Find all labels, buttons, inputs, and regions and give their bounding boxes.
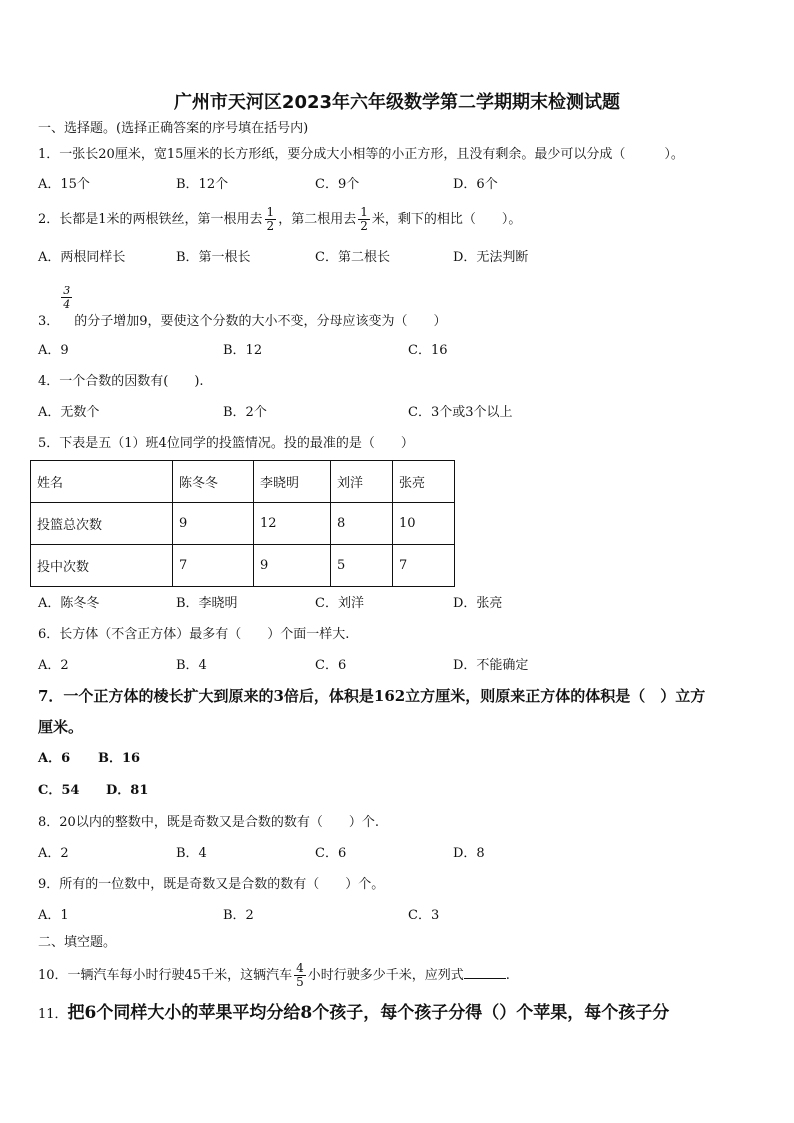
q5-option-a: A．陈冬冬 bbox=[38, 596, 100, 611]
table-cell: 陈冬冬 bbox=[173, 461, 254, 503]
q4-option-c: C．3个或3个以上 bbox=[408, 405, 513, 420]
q1-option-b: B．12个 bbox=[176, 177, 229, 192]
table-row bbox=[31, 461, 455, 503]
q2-text-post: 米，剩下的相比（ ）。 bbox=[371, 212, 522, 227]
q3-text: 的分子增加9，要使这个分数的大小不变，分母应该变为（ ） bbox=[74, 314, 447, 329]
table-cell: 投篮总次数 bbox=[31, 503, 173, 545]
q10-text-end: . bbox=[505, 968, 510, 983]
q2-frac2-numerator: 1 bbox=[360, 205, 368, 219]
q2-frac2-denominator: 2 bbox=[360, 219, 368, 233]
q2-frac1-numerator: 1 bbox=[266, 205, 275, 219]
q6-option-d: D．不能确定 bbox=[453, 658, 529, 673]
q5-option-d: D．张亮 bbox=[453, 596, 503, 611]
table-row bbox=[31, 545, 455, 587]
q10-answer-blank[interactable] bbox=[464, 966, 506, 979]
table-cell: 12 bbox=[254, 503, 331, 545]
table-cell: 9 bbox=[173, 503, 254, 545]
question-2 bbox=[38, 206, 521, 233]
q5-option-c: C．刘洋 bbox=[315, 596, 364, 611]
q9-option-b: B．2 bbox=[223, 908, 254, 923]
q8-option-c: C．6 bbox=[315, 846, 347, 861]
q10-frac-numerator: 4 bbox=[296, 961, 304, 975]
q4-option-b: B．2个 bbox=[223, 405, 267, 420]
q8-option-d: D．8 bbox=[453, 846, 485, 861]
q3-frac-numerator: 3 bbox=[63, 284, 71, 297]
table-cell: 7 bbox=[393, 545, 455, 587]
q11-text: 把6个同样大小的苹果平均分给8个孩子，每个孩子分得（）个苹果，每个孩子分 bbox=[67, 1003, 670, 1023]
q6-option-b: B．4 bbox=[176, 658, 207, 673]
q7-option-c: C．54 bbox=[38, 783, 80, 798]
q10-text-post: 小时行驶多少千米，应列式 bbox=[307, 968, 464, 983]
question-10 bbox=[38, 962, 510, 989]
q5-option-b: B．李晓明 bbox=[176, 596, 238, 611]
q2-option-d: D．无法判断 bbox=[453, 250, 529, 265]
question-1: 1．一张长20厘米，宽15厘米的长方形纸，要分成大小相等的小正方形，且没有剩余。最少可以分成（ ）。 bbox=[38, 147, 684, 162]
section-heading-choice: 一、选择题。(选择正确答案的序号填在括号内) bbox=[38, 121, 309, 136]
question-7-line-2: 厘米。 bbox=[38, 718, 84, 736]
q2-fraction-2 bbox=[358, 206, 370, 233]
q2-text-pre: 2．长都是1米的两根铁丝，第一根用去 bbox=[38, 212, 263, 227]
q7-option-d: D．81 bbox=[106, 783, 149, 798]
table-cell: 张亮 bbox=[393, 461, 455, 503]
q3-fraction bbox=[61, 284, 72, 311]
q8-option-b: B．4 bbox=[176, 846, 207, 861]
question-5: 5．下表是五（1）班4位同学的投篮情况。投的最准的是（ ） bbox=[38, 436, 414, 451]
table-cell: 刘洋 bbox=[331, 461, 393, 503]
q9-option-c: C．3 bbox=[408, 908, 440, 923]
table-row bbox=[31, 503, 455, 545]
question-4: 4．一个合数的因数有( ). bbox=[38, 374, 204, 389]
q9-option-a: A．1 bbox=[38, 908, 69, 923]
question-3 bbox=[38, 284, 447, 329]
q3-option-c: C．16 bbox=[408, 343, 448, 358]
q2-frac1-denominator: 2 bbox=[266, 219, 275, 233]
q2-option-a: A．两根同样长 bbox=[38, 250, 126, 265]
q3-option-a: A．9 bbox=[38, 343, 69, 358]
q3-number: 3． bbox=[38, 314, 60, 329]
q7-option-b: B．16 bbox=[98, 751, 141, 766]
q1-option-d: D．6个 bbox=[453, 177, 498, 192]
shooting-table bbox=[30, 460, 455, 587]
q11-number: 11． bbox=[38, 1007, 68, 1022]
q2-fraction-1 bbox=[265, 206, 277, 233]
table-cell: 10 bbox=[393, 503, 455, 545]
table-cell: 5 bbox=[331, 545, 393, 587]
table-cell: 李晓明 bbox=[254, 461, 331, 503]
q1-option-a: A．15个 bbox=[38, 177, 90, 192]
q2-option-c: C．第二根长 bbox=[315, 250, 390, 265]
q10-frac-denominator: 5 bbox=[296, 975, 304, 989]
table-cell: 投中次数 bbox=[31, 545, 173, 587]
page-title: 广州市天河区2023年六年级数学第二学期期末检测试题 bbox=[173, 92, 621, 113]
section-heading-fill: 二、填空题。 bbox=[38, 935, 117, 950]
q1-option-c: C．9个 bbox=[315, 177, 360, 192]
q4-option-a: A．无数个 bbox=[38, 405, 100, 420]
q2-option-b: B．第一根长 bbox=[176, 250, 251, 265]
q6-option-c: C．6 bbox=[315, 658, 347, 673]
q8-option-a: A．2 bbox=[38, 846, 69, 861]
q7-option-a: A．6 bbox=[38, 751, 71, 766]
table-cell: 8 bbox=[331, 503, 393, 545]
q10-fraction bbox=[294, 962, 306, 989]
question-7-line-1: 7．一个正方体的棱长扩大到原来的3倍后，体积是162立方厘米，则原来正方体的体积是（ ）立方 bbox=[38, 687, 706, 705]
q3-frac-denominator: 4 bbox=[63, 298, 71, 311]
q10-text-pre: 10．一辆汽车每小时行驶45千米，这辆汽车 bbox=[38, 968, 293, 983]
question-11 bbox=[38, 1004, 669, 1024]
table-cell: 7 bbox=[173, 545, 254, 587]
question-6: 6．长方体（不含正方体）最多有（ ）个面一样大. bbox=[38, 627, 350, 642]
q6-option-a: A．2 bbox=[38, 658, 69, 673]
q2-text-mid: ，第二根用去 bbox=[278, 212, 357, 227]
q3-option-b: B．12 bbox=[223, 343, 263, 358]
table-cell: 姓名 bbox=[31, 461, 173, 503]
question-9: 9．所有的一位数中，既是奇数又是合数的数有（ ）个。 bbox=[38, 877, 385, 892]
question-8: 8．20以内的整数中，既是奇数又是合数的数有（ ）个. bbox=[38, 815, 379, 830]
table-cell: 9 bbox=[254, 545, 331, 587]
